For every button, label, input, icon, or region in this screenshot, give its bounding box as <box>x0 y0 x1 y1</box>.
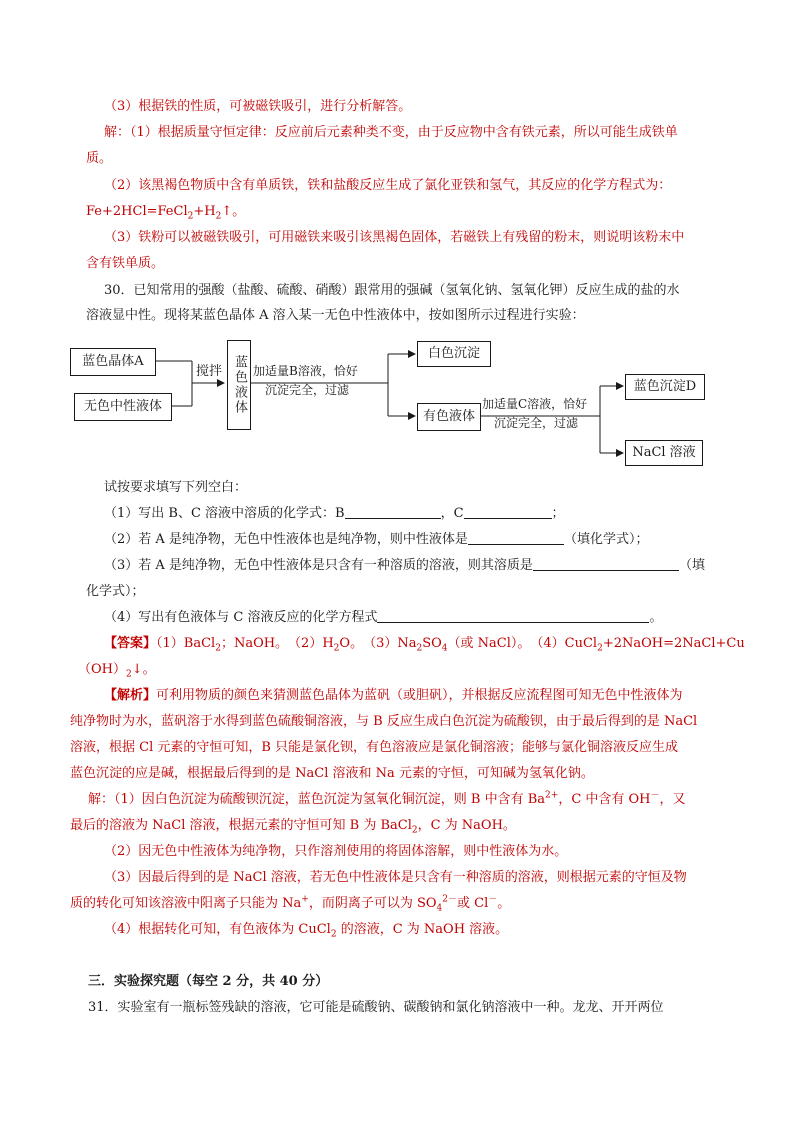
solution-30-line-3-cont: 质的转化可知该溶液中阳离子只能为 Na+，而阴离子可以为 $SO_4^{2-}$或 Cl－。 <box>70 894 511 914</box>
box-blue-crystal: 蓝色晶体A <box>70 348 156 376</box>
box-blue-liquid: 蓝色液体 <box>227 340 251 430</box>
answer-blank-b[interactable] <box>345 504 441 519</box>
box-nacl-solution: NaCl 溶液 <box>625 440 703 466</box>
solution-line-3b-cont: 含有铁单质。 <box>86 256 165 271</box>
solution-line-1-cont: 质。 <box>86 151 113 166</box>
label-add-b-1: 加适量B溶液，恰好 <box>253 364 358 378</box>
question-30-part-4: （4）写出有色液体与 C 溶液反应的化学方程式 。 <box>104 610 663 625</box>
solution-30-line-4: （4）根据转化可知，有色液体为 CuCl$_2$ 的溶液，C 为 NaOH 溶液。 <box>104 922 509 940</box>
solution-line-3b: （3）铁粉可以被磁铁吸引，可用磁铁来吸引该黑褐色固体，若磁铁上有残留的粉末，则说明该粉末中 <box>104 230 685 245</box>
answer-blank-c[interactable] <box>464 504 552 519</box>
analysis-line-4: 蓝色沉淀的应是碱，根据最后得到的是 NaCl 溶液和 Na 元素的守恒，可知碱为氢氧化钠。 <box>70 766 594 781</box>
solution-30-line-1-cont: 最后的溶液为 NaCl 溶液，根据元素的守恒可知 B 为 BaCl$_2$，C 为 NaOH。 <box>70 818 516 836</box>
instructions: 试按要求填写下列空白： <box>104 480 248 495</box>
flowchart <box>70 336 720 468</box>
solution-line-2: （2）该黑褐色物质中含有单质铁，铁和盐酸反应生成了氯化亚铁和氢气，其反应的化学方程式为： <box>104 178 672 193</box>
analysis-line-2: 纯净物时为水，蓝矾溶于水得到蓝色硫酸铜溶液，与 B 反应生成白色沉淀为硫酸钡，由于最后得到的是 NaCl <box>70 714 698 729</box>
analysis-line-3: 溶液，根据 Cl 元素的守恒可知，B 只能是氯化钡，有色溶液应是氯化铜溶液；能够与氯化铜溶液反应生成 <box>70 740 679 755</box>
question-30-stem: 30．已知常用的强酸（盐酸、硫酸、硝酸）跟常用的强碱（氢氧化钠、氢氧化钾）反应生成的盐的水 <box>104 283 680 298</box>
box-blue-precipitate-d: 蓝色沉淀D <box>625 374 705 400</box>
box-colored-liquid: 有色液体 <box>417 403 481 431</box>
answer-line: 【答案】（1）BaCl$_2$；NaOH。 $(2)H_2O$。 $(3)Na_2SO_4$（或 NaCl）。 （4）CuCl$_2$+2NaOH=2NaCl+Cu <box>104 636 745 654</box>
question-31-stem: 31．实验室有一瓶标签残缺的溶液，它可能是硫酸钠、碳酸钠和氯化钠溶液中一种。龙龙、开开两位 <box>88 1000 664 1015</box>
question-30-part-2: （2）若 A 是纯净物，无色中性液体也是纯净物，则中性液体是 （填化学式）； <box>104 532 649 547</box>
answer-blank-neutral-liquid[interactable] <box>468 530 564 545</box>
solution-line-3: （3）根据铁的性质，可被磁铁吸引，进行分析解答。 <box>104 99 412 114</box>
box-white-precipitate: 白色沉淀 <box>417 341 491 367</box>
box-colorless-liquid: 无色中性液体 <box>74 393 172 421</box>
question-30-part-3: （3）若 A 是纯净物，无色中性液体是只含有一种溶质的溶液，则其溶质是 （填 <box>104 558 705 573</box>
solution-line-1: 解：（1）根据质量守恒定律：反应前后元素种类不变，由于反应物中含有铁元素，所以可能生成铁单 <box>104 125 678 140</box>
solution-30-line-2: （2）因无色中性液体为纯净物，只作溶剂使用的将固体溶解，则中性液体为水。 <box>104 844 568 859</box>
section-3-title: 三．实验探究题（每空 2 分，共 40 分） <box>88 974 329 989</box>
solution-equation: $Fe+2HCl=FeCl_2+H_2↑$。 <box>86 204 246 222</box>
label-add-b-2: 沉淀完全，过滤 <box>265 383 350 397</box>
answer-blank-equation[interactable] <box>377 608 649 623</box>
label-add-c-1: 加适量C溶液，恰好 <box>482 397 588 411</box>
solution-30-line-3: （3）因最后得到的是 NaCl 溶液，若无色中性液体是只含有一种溶质的溶液，则根据元素的守恒及物 <box>104 870 687 885</box>
label-add-c-2: 沉淀完全，过滤 <box>494 416 579 430</box>
answer-blank-solute[interactable] <box>533 556 679 571</box>
question-30-stem-cont: 溶液显中性。现将某蓝色晶体 A 溶入某一无色中性液体中，按如图所示过程进行实验： <box>86 308 585 323</box>
analysis-line-1: 【解析】可利用物质的颜色来猜测蓝色晶体为蓝矾（或胆矾），并根据反应流程图可知无色中性液体为 <box>104 688 683 703</box>
answer-line-cont: $(OH)_2↓$。 <box>78 662 156 680</box>
question-30-part-3-cont: 化学式）； <box>86 584 145 599</box>
question-30-part-1: （1）写出 B、C 溶液中溶质的化学式：B ，C ； <box>104 506 565 521</box>
solution-30-line-1: 解：（1）因白色沉淀为硫酸钡沉淀，蓝色沉淀为氢氧化铜沉淀，则 B 中含有 $Ba^{2+}$，C 中含有 OH－，又 <box>88 790 686 807</box>
label-stir: 搅拌 <box>196 364 223 379</box>
